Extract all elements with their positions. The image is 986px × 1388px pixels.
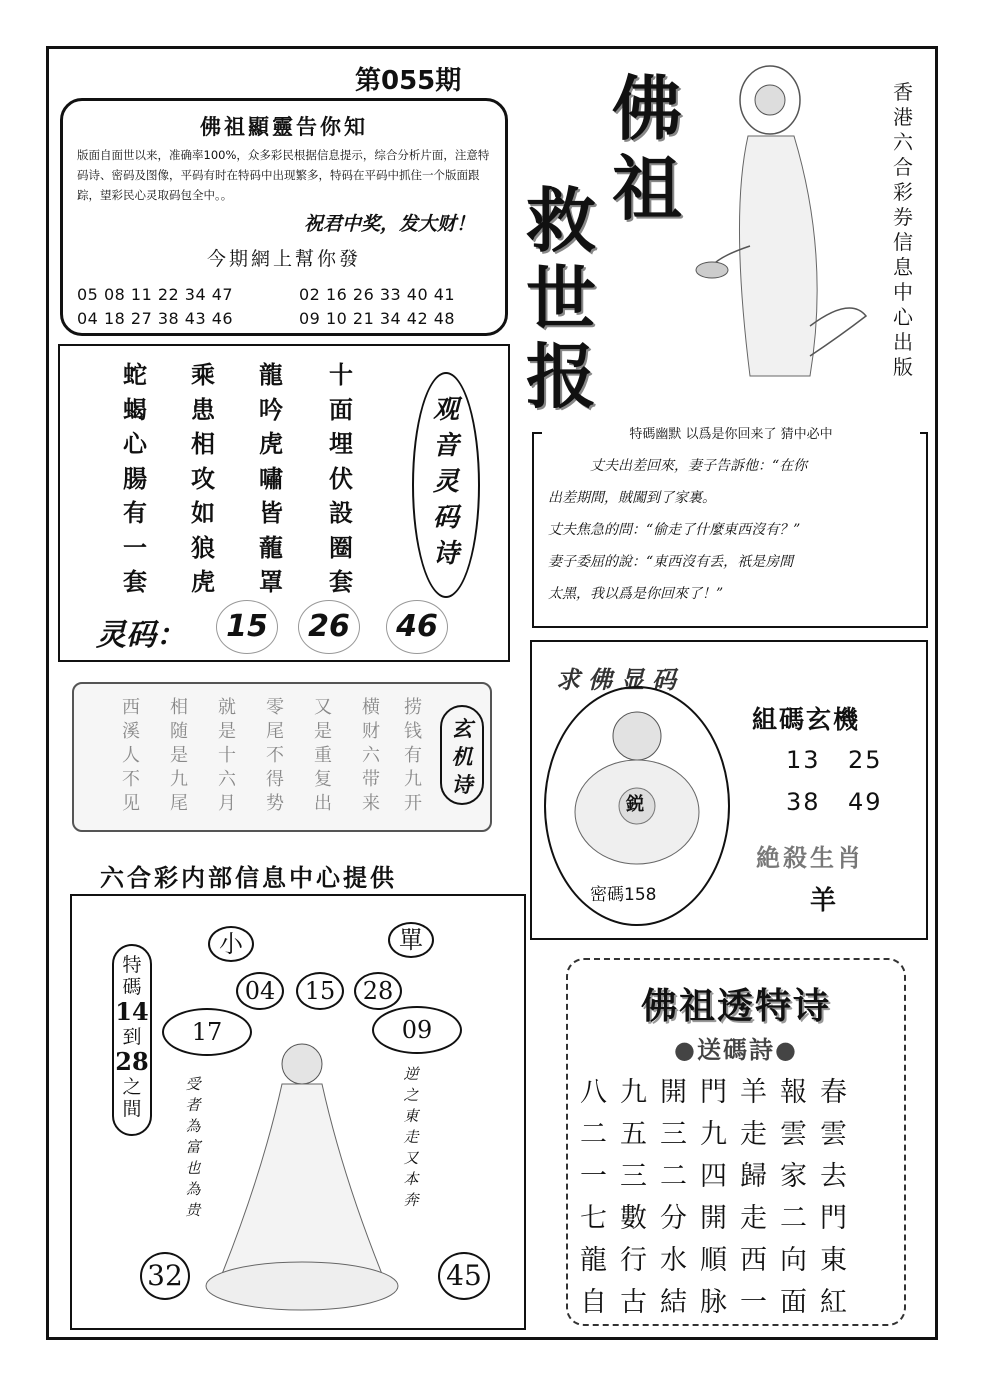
joke-line-2: 出差期間，賊闖到了家裏。 (548, 490, 716, 506)
scroll-column-3: 就是十六月 (218, 697, 236, 814)
tete-poem-row-4: 七數分開走二門 (580, 1203, 860, 1234)
jusha-zodiac: 羊 (810, 886, 837, 916)
mima-label: 密碼158 (590, 885, 657, 905)
notice-paragraph: 版面自面世以来，准确率100%，众多彩民根据信息提示，综合分析片面，注意特码诗、密码及图像，平码有时在特码中出现繁多，特码在平码中抓住一个版面跟踪，望彩民心灵取码包全中。。 (77, 148, 490, 202)
jusha-label: 絶殺生肖 (756, 843, 864, 872)
ling-number-3: 46 (386, 600, 448, 654)
xuanji-label: 玄机诗 (440, 705, 484, 805)
tema-top: 特碼 (122, 954, 142, 998)
issue-number: 第055期 (355, 66, 462, 96)
web-numbers-label: 今期網上幫你發 (206, 248, 361, 270)
buddha-belly-char: 鋭 (626, 794, 644, 815)
xuanji-scroll (72, 682, 492, 832)
tema-to: 28 (115, 1047, 149, 1076)
blessing-line: 祝君中奖，发大财！ (303, 213, 475, 235)
xiao-circle: 小 (208, 926, 254, 962)
joke-box (532, 427, 928, 628)
publisher-vertical: 香港六合彩券信息中心出版 (893, 80, 913, 379)
tete-poem-row-5: 龍行水順西向東 (580, 1245, 860, 1276)
tema-range-label (112, 944, 152, 1136)
tete-poem-row-3: 一三二四歸家去 (580, 1161, 860, 1192)
joke-line-3: 丈夫焦急的問：“偷走了什麼東西沒有？” (548, 522, 801, 538)
joke-header: 特碼幽默 以爲是你回来了 猜中必中 (542, 423, 920, 442)
title-char-4: 世 (526, 257, 596, 340)
guanyin-standing-illustration (690, 56, 880, 396)
scroll-column-1: 西溪人不见 (122, 697, 140, 814)
tete-poem-row-2: 二五三九走雲雲 (580, 1119, 860, 1150)
zuma-number-1: 13 (786, 746, 821, 774)
bottom-left-number: 32 (140, 1252, 190, 1300)
top-number-1: 04 (236, 972, 284, 1010)
notice-heading: 佛祖顯靈告你知 (200, 114, 368, 139)
laughing-buddha-illustration (562, 702, 712, 872)
zuma-heading: 組碼玄機 (752, 705, 861, 734)
buddha-arc-text: 求佛显码 (556, 665, 684, 694)
dan-circle: 單 (388, 922, 434, 958)
right-number-oval: 09 (372, 1006, 462, 1054)
poem-column-3: 龍吟虎嘯皆蘢罩 (259, 360, 283, 596)
buddha-box (530, 640, 928, 940)
guanyin-seated-illustration (202, 1024, 402, 1324)
poem-oval-label: 观音灵码诗 (432, 395, 459, 569)
numbers-row1-left: 05 08 11 22 34 47 (77, 285, 234, 304)
zuma-number-2: 25 (848, 746, 883, 774)
poem-column-4: 十面埋伏設圈套 (329, 360, 353, 596)
joke-line-4: 妻子委屈的說：“東西沒有丢，祇是房間 (548, 554, 794, 570)
title-char-2: 祖 (612, 147, 682, 230)
title-char-1: 佛 (612, 67, 682, 150)
left-vertical-poem: 受者為富也為贵 (185, 1075, 201, 1219)
top-number-3: 28 (354, 972, 402, 1010)
tete-poem-row-6: 自古結脉一面紅 (580, 1287, 860, 1318)
left-number-oval: 17 (162, 1008, 252, 1056)
guanyin-seated-box (70, 894, 526, 1330)
ling-number-2: 26 (298, 600, 360, 654)
ling-label: 灵码： (96, 618, 186, 653)
title-char-3: 救 (526, 179, 596, 262)
tema-mid: 到 (122, 1026, 142, 1048)
scroll-column-7: 捞钱有九开 (404, 697, 422, 814)
poem-column-2: 乘患相攻如狼虎 (191, 360, 215, 596)
scroll-column-5: 又是重复出 (314, 697, 332, 814)
provider-line: 六合彩内部信息中心提供 (100, 863, 397, 892)
scroll-column-6: 横财六带来 (362, 697, 380, 814)
tema-end: 之間 (122, 1076, 142, 1120)
tete-poem-box (566, 958, 906, 1326)
poem-oval (412, 372, 480, 598)
numbers-row1-right: 02 16 26 33 40 41 (299, 285, 456, 304)
tete-poem-row-1: 八九開門羊報春 (580, 1077, 860, 1108)
title-char-5: 报 (526, 335, 596, 418)
joke-line-5: 太黑，我以爲是你回來了！” (548, 586, 724, 602)
numbers-row2-left: 04 18 27 38 43 46 (77, 309, 234, 328)
numbers-row2-right: 09 10 21 34 42 48 (299, 309, 456, 328)
scroll-column-4: 零尾不得势 (266, 697, 284, 814)
notice-box (60, 98, 508, 336)
joke-line-1: 丈夫出差回來，妻子告訴他：“在你 (590, 458, 808, 474)
right-vertical-poem: 逆之東走又本奔 (403, 1065, 419, 1209)
zuma-number-4: 49 (848, 788, 883, 816)
bottom-right-number: 45 (438, 1252, 490, 1300)
tete-poem-title: 佛祖透特诗 (640, 985, 831, 1027)
ling-number-1: 15 (216, 600, 278, 654)
zuma-number-3: 38 (786, 788, 821, 816)
tete-poem-subtitle: ●送碼詩● (674, 1035, 798, 1064)
tema-from: 14 (115, 997, 149, 1026)
top-number-2: 15 (296, 972, 344, 1010)
scroll-column-2: 相随是九尾 (170, 697, 188, 814)
poem-column-1: 蛇蝎心腸有一套 (123, 360, 147, 596)
